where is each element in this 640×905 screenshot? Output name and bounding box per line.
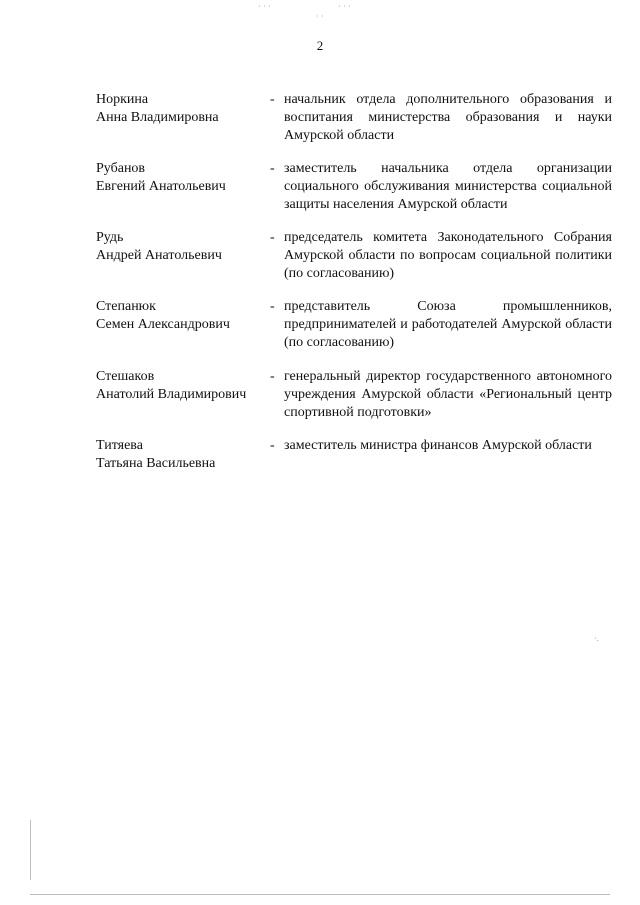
member-given-name: Анна Владимировна: [96, 110, 219, 125]
member-name: [96, 160, 271, 196]
scan-edge: [30, 894, 610, 895]
role-dash: -: [270, 161, 275, 176]
role-text: начальник отдела дополнительного образования и воспитания министерства образования и науки Амурской области: [284, 92, 612, 143]
member-surname: Стешаков: [96, 369, 155, 384]
member-name: [96, 437, 271, 473]
member-name: [96, 368, 271, 404]
scan-artifact: · · ·: [258, 2, 271, 11]
scan-edge: [30, 820, 31, 880]
member-surname: Рубанов: [96, 161, 146, 176]
member-surname: Рудь: [96, 230, 124, 245]
member-role: [270, 298, 612, 352]
member-surname: Степанюк: [96, 299, 156, 314]
role-text: заместитель министра финансов Амурской области: [284, 438, 592, 453]
member-name: [96, 298, 271, 334]
scan-artifact: · · ·: [338, 2, 351, 11]
member-surname: Титяева: [96, 438, 143, 453]
role-text: генеральный директор государственного автономного учреждения Амурской области «Региональный центр спортивной подготовки»: [284, 369, 612, 420]
role-dash: -: [270, 92, 275, 107]
member-given-name: Евгений Анатольевич: [96, 179, 226, 194]
role-dash: -: [270, 299, 275, 314]
role-text: заместитель начальника отдела организации социального обслуживания министерства социальной защиты населения Амурской области: [284, 161, 612, 212]
scan-artifact: ·.: [594, 634, 600, 643]
member-surname: Норкина: [96, 92, 149, 107]
role-dash: -: [270, 438, 275, 453]
member-given-name: Татьяна Васильевна: [96, 456, 216, 471]
member-role: [270, 229, 612, 283]
member-name: [96, 91, 271, 127]
role-dash: -: [270, 230, 275, 245]
member-role: [270, 91, 612, 145]
page-number: 2: [316, 38, 324, 53]
member-role: [270, 160, 612, 214]
role-dash: -: [270, 369, 275, 384]
member-role: [270, 437, 612, 455]
member-given-name: Анатолий Владимирович: [96, 387, 247, 402]
role-text: представитель Союза промышленников, предпринимателей и работодателей Амурской области (по согласованию): [284, 299, 612, 350]
role-text: председатель комитета Законодательного Собрания Амурской области по вопросам социальной политики (по согласованию): [284, 230, 612, 281]
scan-artifact: · ·: [316, 12, 324, 21]
member-given-name: Семен Александрович: [96, 317, 230, 332]
member-role: [270, 368, 612, 422]
member-name: [96, 229, 271, 265]
member-given-name: Андрей Анатольевич: [96, 248, 222, 263]
